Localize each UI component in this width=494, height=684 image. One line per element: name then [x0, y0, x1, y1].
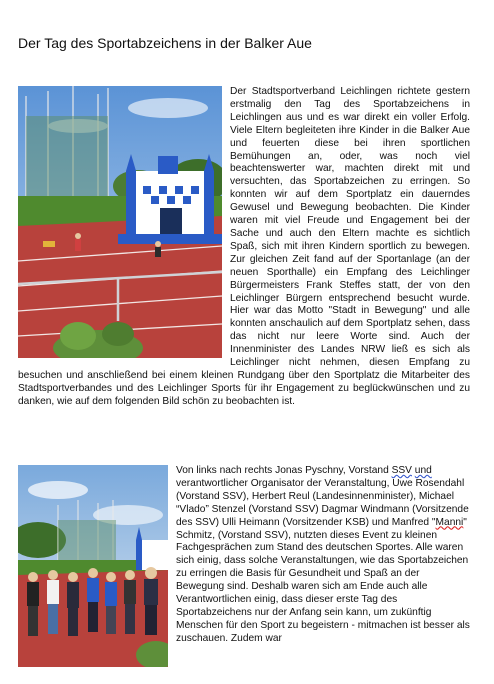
- article-paragraph-1: Der Stadtsportverband Leichlingen richtete gestern erstmalig den Tag des Sportabzeichens in Leichlingen aus und es war direkt ein voller Erfolg. Viele Eltern begleiteten ihre Kinder in die Balker Aue und feuerten diese bei ihren sportlichen Bemühungen an, oder, was noch viel beachtenswerter war, machten direkt mit und versuchten, das Sportabzeichen zu erringen. So konnten wir auf dem Sportplatz ein dauerndes Gewusel und Bewegung beobachten. Die Kinder waren mit viel Freude und Engagement bei der Sache und auch den Eltern machte es sichtlich Spaß, sich mit ihren Kindern sportlich zu bewegen. Zur gleichen Zeit fand auf der Sportanlage (an der neuen Sporthalle) ein Empfang des Leichlinger Bürgermeisters Frank Steffes statt, der von den Leichlinger Bürgern entsprechend besucht wurde. Hier war das Motto "Stadt in Bewegung" und alle konnten anschaulich auf dem Sportplatz sehen, dass das nicht nur leere Worte sind. Auch der Innenminister des Landes NRW ließ es sich als Leichlinger nicht nehmen, diesen Empfang zu besuchen und anschließend bei einem kleinen Rundgang über den Sportplatz die Mitarbeiter des Stadtsportverbandes und des Leichlinger Sports für ihr Engagement zu beglückwünschen und zu danken, wie auf dem folgenden Bild schön zu beobachten ist.: [18, 86, 470, 407]
- caption-text-end: " Schmitz, (Vorstand SSV), nutzten dieses Event zu kleinen Fachgesprächen zum Stand des deutschen Sportes. Alle waren sich einig, dass solche Veranstaltungen, wie das Sportabzeichen zu erringen die Basis für Gesundheit und Spaß an der Bewegung sind. Deshalb waren sich am Ende auch alle Verantwortlichen einig, dass dieser erste Tag des Sportabzeichens nur der Anfang sein kann, um zukünftig Menschen für den Sport zu begeistern - mitmachen ist besser als zuschauen. Zudem war: [176, 516, 470, 644]
- caption-ssv: SSV: [391, 465, 412, 476]
- caption-text-continued: verantwortlicher Organisator der Veranstaltung, Uwe Rosendahl (Vorstand SSV), Herbert Reul (Landesinnenminister), Michael “Vlado” Stenzel (Vorstand SSV) Dagmar Windmann (Vorsitzende des SSV) Ulli Heimann (Vorsitzender KSB) und Manfred ": [176, 477, 469, 528]
- article-section-2: [18, 465, 470, 671]
- page-title: Der Tag des Sportabzeichens in der Balker Aue: [18, 35, 312, 51]
- bouncy-castle-photo: [18, 86, 222, 358]
- article-caption-text: Von links nach rechts Jonas Pyschny, Vorstand: [176, 465, 392, 476]
- caption-manni: Manni: [435, 516, 464, 528]
- caption-und: und: [414, 465, 432, 476]
- article-section-1: [18, 86, 470, 409]
- group-photo: [18, 465, 168, 667]
